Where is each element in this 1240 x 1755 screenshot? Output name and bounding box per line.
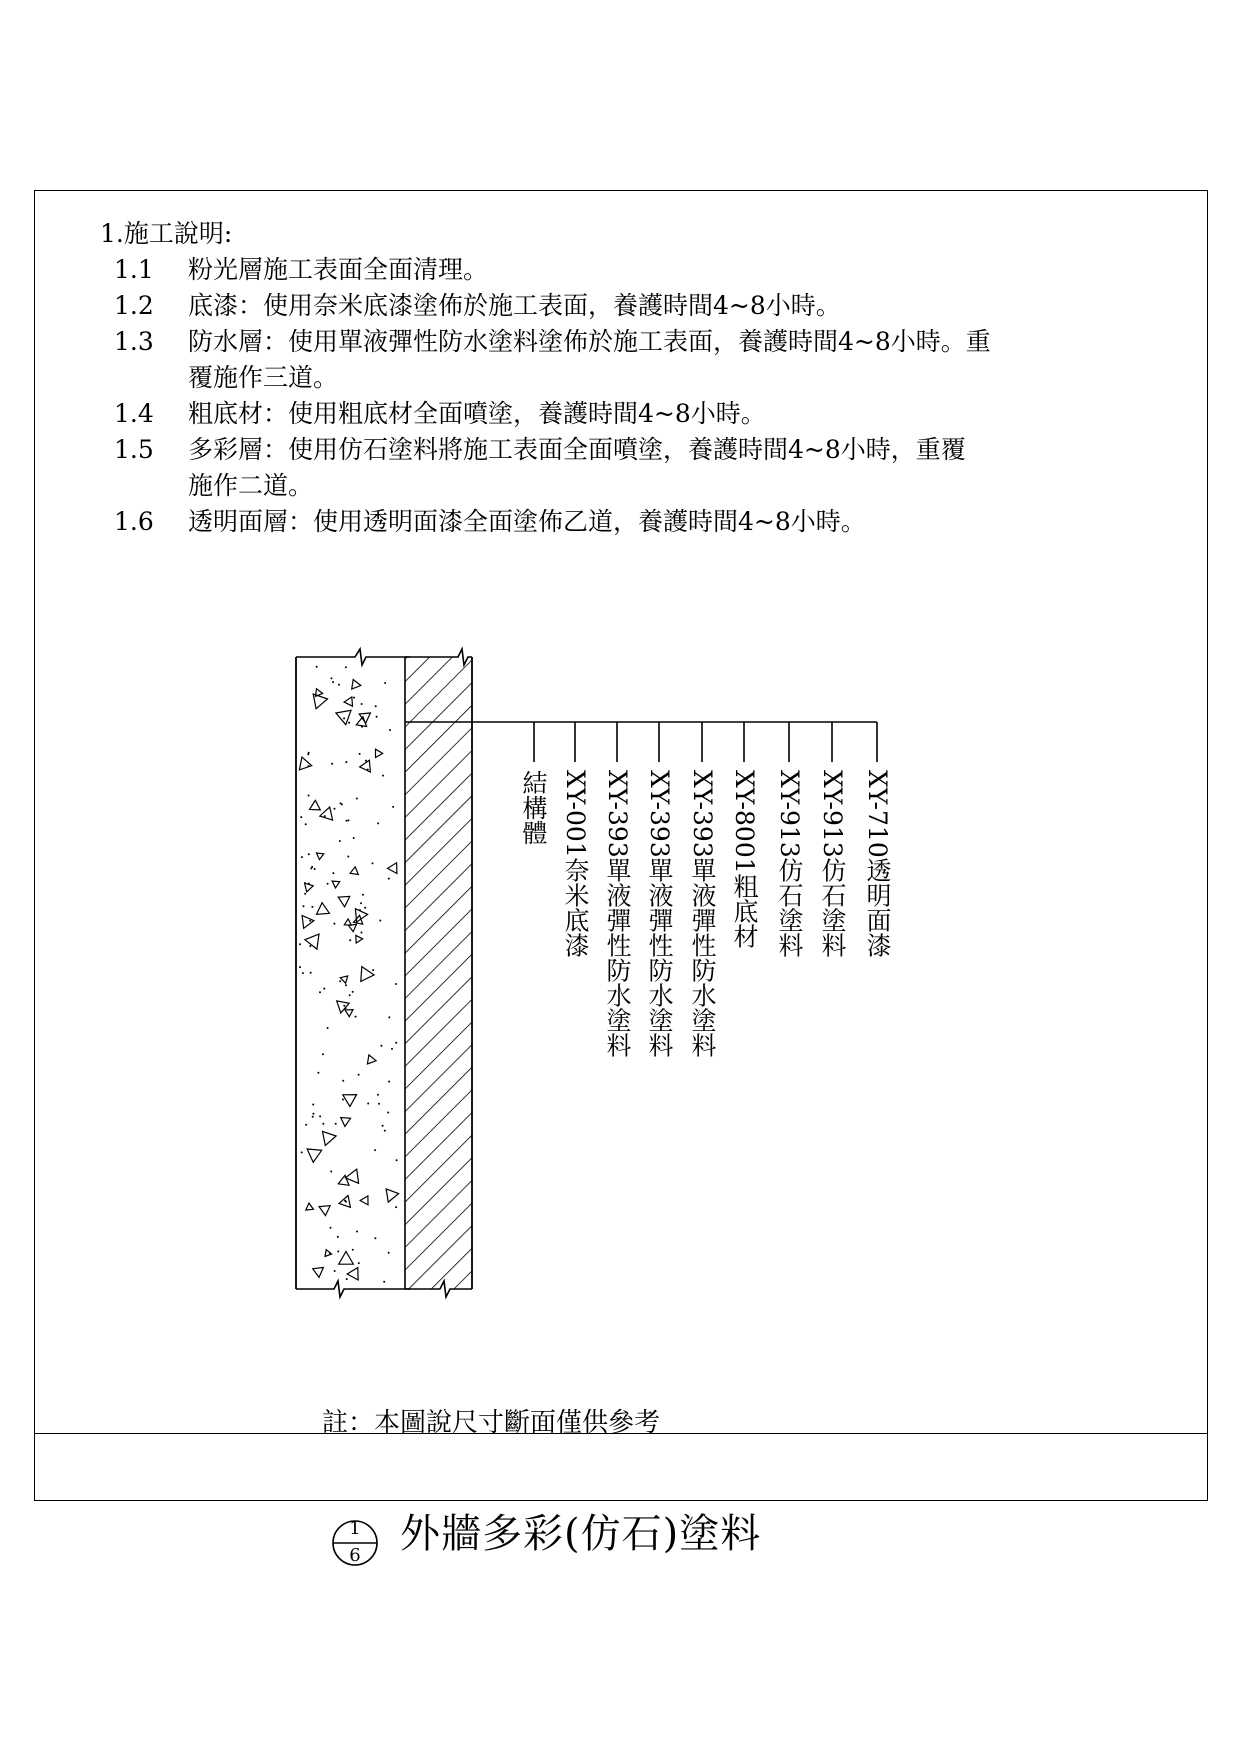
- aggregate-dot: [335, 1123, 337, 1125]
- label-stone-coating-1: XY-913仿石塗料: [775, 770, 804, 958]
- concrete-structure: [296, 649, 410, 1297]
- note-number: 1.3: [114, 327, 154, 356]
- aggregate-dot: [362, 894, 364, 896]
- aggregate-triangle: [388, 863, 397, 874]
- aggregate-triangle: [360, 1196, 368, 1205]
- aggregate-dot: [324, 815, 326, 817]
- aggregate-dot: [352, 991, 354, 993]
- aggregate-dot: [299, 966, 301, 968]
- aggregate-dot: [372, 862, 374, 864]
- aggregate-dot: [387, 1112, 389, 1114]
- aggregate-dot: [310, 867, 312, 869]
- leader-lines: [405, 722, 877, 762]
- footnote: 註：本圖說尺寸斷面僅供參考: [322, 1408, 661, 1438]
- aggregate-dot: [349, 994, 351, 996]
- label-waterproof-3: XY-393單液彈性防水塗料: [688, 770, 717, 1058]
- aggregate-dot: [322, 1123, 324, 1125]
- notes-heading: 1.施工說明:: [100, 219, 233, 248]
- aggregate-dot: [332, 681, 334, 683]
- aggregate-dot: [312, 1113, 314, 1115]
- aggregate-triangle: [360, 760, 371, 772]
- hatched-finish-layer: [405, 649, 472, 1297]
- aggregate-dot: [343, 1005, 345, 1007]
- aggregate-dot: [311, 906, 313, 908]
- aggregate-dot: [314, 868, 316, 870]
- aggregate-dot: [375, 705, 377, 707]
- aggregate-dot: [382, 1125, 384, 1127]
- aggregate-dot: [327, 883, 329, 885]
- aggregate-dot: [299, 943, 301, 945]
- aggregate-triangle: [306, 1203, 314, 1210]
- aggregate-dot: [337, 1236, 339, 1238]
- aggregate-triangle: [339, 1252, 354, 1265]
- concrete-aggregate: [299, 666, 399, 1283]
- aggregate-dot: [339, 980, 341, 982]
- aggregate-triangle: [317, 853, 324, 860]
- aggregate-dot: [361, 703, 363, 705]
- aggregate-dot: [395, 1206, 397, 1208]
- aggregate-dot: [356, 798, 358, 800]
- aggregate-dot: [347, 856, 349, 858]
- aggregate-dot: [355, 1016, 357, 1018]
- aggregate-dot: [374, 1149, 376, 1151]
- aggregate-dot: [327, 1027, 329, 1029]
- aggregate-triangle: [352, 680, 361, 690]
- aggregate-dot: [342, 1080, 344, 1082]
- aggregate-dot: [388, 1081, 390, 1083]
- aggregate-dot: [382, 775, 384, 777]
- aggregate-dot: [379, 920, 381, 922]
- aggregate-dot: [365, 760, 367, 762]
- aggregate-dot: [316, 666, 318, 668]
- aggregate-dot: [367, 1103, 369, 1105]
- aggregate-triangle: [310, 800, 321, 810]
- aggregate-dot: [329, 1252, 331, 1254]
- aggregate-dot: [395, 983, 397, 985]
- aggregate-dot: [301, 856, 303, 858]
- aggregate-triangle: [302, 916, 314, 929]
- note-text: 多彩層：使用仿石塗料將施工表面全面噴塗，養護時間4~8小時，重覆: [188, 435, 966, 464]
- note-text: 粉光層施工表面全面清理。: [188, 255, 489, 284]
- aggregate-dot: [308, 795, 310, 797]
- note-number: 1.4: [114, 399, 154, 428]
- aggregate-dot: [345, 1201, 347, 1203]
- aggregate-dot: [383, 1281, 385, 1283]
- aggregate-dot: [374, 1237, 376, 1239]
- note-continuation: 施作二道。: [188, 471, 314, 500]
- aggregate-triangle: [361, 967, 374, 982]
- aggregate-triangle: [307, 1149, 322, 1162]
- note-continuation: 覆施作三道。: [188, 363, 339, 392]
- aggregate-dot: [349, 939, 351, 941]
- aggregate-dot: [359, 909, 361, 911]
- label-clear-topcoat: XY-710透明面漆: [863, 770, 892, 958]
- aggregate-dot: [345, 984, 347, 986]
- aggregate-dot: [322, 1053, 324, 1055]
- aggregate-dot: [334, 808, 336, 810]
- aggregate-triangle: [386, 1189, 399, 1202]
- aggregate-dot: [384, 682, 386, 684]
- aggregate-dot: [348, 819, 350, 821]
- aggregate-dot: [392, 806, 394, 808]
- aggregate-triangle: [332, 881, 340, 888]
- aggregate-dot: [312, 1116, 314, 1118]
- aggregate-dot: [346, 1278, 348, 1280]
- aggregate-dot: [303, 905, 305, 907]
- label-waterproof-1: XY-393單液彈性防水塗料: [603, 770, 632, 1058]
- aggregate-dot: [309, 920, 311, 922]
- aggregate-dot: [332, 872, 334, 874]
- note-text: 粗底材：使用粗底材全面噴塗，養護時間4~8小時。: [188, 399, 766, 428]
- sheet-number-top: 1: [349, 1518, 361, 1539]
- aggregate-triangle: [343, 1095, 357, 1107]
- aggregate-dot: [345, 1007, 347, 1009]
- note-number: 1.6: [114, 507, 154, 536]
- aggregate-dot: [345, 761, 347, 763]
- aggregate-dot: [388, 1252, 390, 1254]
- note-number: 1.5: [114, 435, 154, 464]
- aggregate-dot: [367, 769, 369, 771]
- aggregate-triangle: [345, 1010, 353, 1017]
- aggregate-dot: [331, 763, 333, 765]
- note-number: 1.2: [114, 291, 154, 320]
- drawing-title: 外牆多彩(仿石)塗料: [400, 1511, 762, 1557]
- aggregate-triangle: [340, 976, 347, 983]
- aggregate-dot: [345, 666, 347, 668]
- aggregate-dot: [388, 1016, 390, 1018]
- aggregate-dot: [308, 853, 310, 855]
- aggregate-dot: [343, 717, 345, 719]
- aggregate-dot: [307, 753, 309, 755]
- aggregate-dot: [330, 1171, 332, 1173]
- aggregate-triangle: [356, 935, 363, 943]
- aggregate-triangle: [347, 1268, 358, 1280]
- aggregate-triangle: [376, 749, 383, 757]
- aggregate-dot: [312, 1104, 314, 1106]
- aggregate-triangle: [338, 896, 350, 906]
- aggregate-dot: [338, 684, 340, 686]
- aggregate-triangle: [317, 903, 330, 915]
- aggregate-dot: [342, 1099, 344, 1101]
- aggregate-triangle: [320, 807, 333, 820]
- aggregate-dot: [359, 753, 361, 755]
- aggregate-dot: [364, 907, 366, 909]
- aggregate-dot: [348, 722, 350, 724]
- aggregate-dot: [361, 932, 363, 934]
- aggregate-triangle: [319, 1206, 330, 1216]
- aggregate-triangle: [350, 867, 358, 875]
- aggregate-triangle: [337, 1001, 350, 1013]
- aggregate-triangle: [305, 934, 319, 949]
- aggregate-triangle: [313, 1268, 324, 1278]
- aggregate-dot: [304, 882, 306, 884]
- aggregate-dot: [317, 1072, 319, 1074]
- aggregate-dot: [352, 1249, 354, 1251]
- aggregate-dot: [330, 1227, 332, 1229]
- note-text: 防水層：使用單液彈性防水塗料塗佈於施工表面，養護時間4~8小時。重: [188, 327, 991, 356]
- aggregate-triangle: [354, 915, 363, 924]
- aggregate-dot: [353, 837, 355, 839]
- aggregate-dot: [380, 1045, 382, 1047]
- note-text: 透明面層：使用透明面漆全面塗佈乙道，養護時間4~8小時。: [188, 507, 866, 536]
- aggregate-triangle: [356, 717, 366, 727]
- aggregate-dot: [300, 816, 302, 818]
- aggregate-dot: [361, 726, 363, 728]
- aggregate-dot: [377, 1094, 379, 1096]
- aggregate-dot: [310, 972, 312, 974]
- note-number: 1.1: [114, 255, 154, 284]
- aggregate-dot: [360, 902, 362, 904]
- sheet-number-bottom: 6: [349, 1545, 361, 1566]
- aggregate-triangle: [344, 919, 351, 925]
- aggregate-triangle: [299, 757, 311, 770]
- aggregate-dot: [319, 991, 321, 993]
- aggregate-dot: [305, 823, 307, 825]
- aggregate-dot: [308, 883, 310, 885]
- aggregate-dot: [356, 1231, 358, 1233]
- aggregate-triangle: [344, 697, 353, 706]
- label-stone-coating-2: XY-913仿石塗料: [818, 770, 847, 958]
- aggregate-triangle: [341, 1118, 351, 1127]
- aggregate-dot: [337, 1251, 339, 1253]
- aggregate-dot: [323, 988, 325, 990]
- note-text: 底漆：使用奈米底漆塗佈於施工表面，養護時間4~8小時。: [188, 291, 841, 320]
- aggregate-dot: [353, 697, 355, 699]
- aggregate-triangle: [367, 1055, 376, 1064]
- aggregate-dot: [358, 1262, 360, 1264]
- aggregate-dot: [384, 1130, 386, 1132]
- aggregate-dot: [378, 1103, 380, 1105]
- label-waterproof-2: XY-393單液彈性防水塗料: [645, 770, 674, 1058]
- aggregate-dot: [334, 1270, 336, 1272]
- aggregate-dot: [308, 765, 310, 767]
- aggregate-dot: [301, 1151, 303, 1153]
- aggregate-triangle: [349, 924, 357, 931]
- aggregate-dot: [339, 840, 341, 842]
- aggregate-dot: [391, 1048, 393, 1050]
- aggregate-dot: [309, 945, 311, 947]
- aggregate-dot: [396, 1159, 398, 1161]
- aggregate-dot: [376, 716, 378, 718]
- aggregate-dot: [358, 1074, 360, 1076]
- label-structure: 結構體: [519, 770, 548, 845]
- aggregate-dot: [388, 878, 390, 880]
- aggregate-dot: [341, 803, 343, 805]
- aggregate-triangle: [323, 1131, 337, 1145]
- aggregate-dot: [395, 1042, 397, 1044]
- aggregate-dot: [372, 969, 374, 971]
- aggregate-dot: [302, 972, 304, 974]
- aggregate-dot: [304, 893, 306, 895]
- aggregate-dot: [331, 677, 333, 679]
- aggregate-dot: [333, 923, 335, 925]
- aggregate-dot: [305, 1124, 307, 1126]
- label-primer: XY-001奈米底漆: [561, 770, 590, 958]
- aggregate-dot: [389, 729, 391, 731]
- aggregate-dot: [346, 820, 348, 822]
- aggregate-dot: [319, 1115, 321, 1117]
- label-coarse-base: XY-8001粗底材: [730, 770, 759, 949]
- aggregate-dot: [377, 822, 379, 824]
